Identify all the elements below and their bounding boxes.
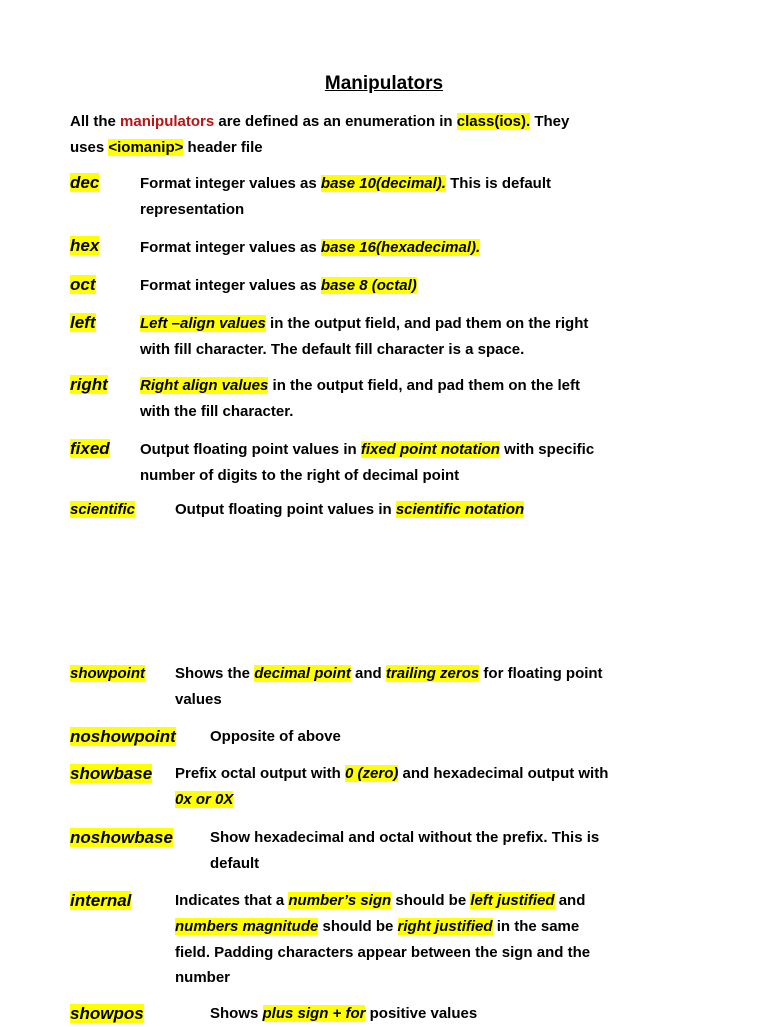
highlight: numbers magnitude bbox=[175, 918, 319, 935]
desc-showpoint bbox=[175, 661, 603, 687]
desc-internal-line-4: number bbox=[175, 969, 231, 986]
intro-text: uses bbox=[70, 139, 109, 156]
intro-text: are defined as an enumeration in bbox=[214, 113, 457, 130]
desc-internal bbox=[175, 888, 585, 914]
term-label: noshowpoint bbox=[70, 727, 176, 746]
desc-left-line-2: with fill character. The default fill character is a space. bbox=[140, 341, 525, 358]
term-dec bbox=[70, 170, 99, 196]
desc-showbase bbox=[175, 761, 608, 787]
intro-text: All the bbox=[70, 113, 121, 130]
desc-text: Shows bbox=[210, 1005, 263, 1022]
term-label: showpoint bbox=[70, 665, 145, 682]
desc-fixed bbox=[140, 437, 594, 463]
desc-text: and bbox=[554, 892, 586, 909]
desc-scientific bbox=[175, 497, 524, 523]
term-label: fixed bbox=[70, 439, 110, 458]
desc-noshowpoint: Opposite of above bbox=[210, 728, 341, 745]
term-label: right bbox=[70, 375, 108, 394]
highlight: 0x or 0X bbox=[175, 791, 234, 808]
term-label: dec bbox=[70, 173, 100, 192]
desc-showbase-line-2 bbox=[175, 787, 233, 813]
highlight: number’s sign bbox=[288, 892, 392, 909]
term-label: showbase bbox=[70, 764, 153, 783]
term-fixed bbox=[70, 436, 110, 462]
term-noshowpoint bbox=[70, 724, 176, 750]
term-internal bbox=[70, 888, 131, 914]
desc-text: should be bbox=[318, 918, 398, 935]
highlight: base 16(hexadecimal). bbox=[320, 239, 481, 256]
desc-noshowbase: Show hexadecimal and octal without the prefix. This is bbox=[210, 829, 600, 846]
desc-text: Format integer values as bbox=[140, 277, 321, 294]
term-label: noshowbase bbox=[70, 828, 173, 847]
intro-line-1 bbox=[70, 109, 569, 135]
term-hex bbox=[70, 233, 99, 259]
desc-showpoint-line-2: values bbox=[175, 691, 222, 708]
highlight: fixed point notation bbox=[360, 441, 500, 458]
intro-text: header file bbox=[183, 139, 263, 156]
desc-text: Prefix octal output with bbox=[175, 765, 346, 782]
highlight: left justified bbox=[470, 892, 555, 909]
desc-text: in the output field, and pad them on the left bbox=[268, 377, 581, 394]
intro-text: They bbox=[530, 113, 570, 130]
term-showpoint bbox=[70, 661, 145, 687]
highlight: Left –align values bbox=[140, 315, 266, 332]
desc-oct bbox=[140, 273, 417, 299]
desc-text: Format integer values as bbox=[140, 239, 321, 256]
desc-text: and hexadecimal output with bbox=[398, 765, 609, 782]
highlight: base 8 (octal) bbox=[320, 277, 417, 294]
desc-showpos bbox=[210, 1001, 477, 1027]
term-label: hex bbox=[70, 236, 100, 255]
term-left bbox=[70, 310, 96, 336]
desc-noshowbase-line-2: default bbox=[210, 855, 260, 872]
term-label: internal bbox=[70, 891, 132, 910]
highlight: right justified bbox=[397, 918, 493, 935]
desc-text: Format integer values as bbox=[140, 175, 321, 192]
desc-text: with specific bbox=[499, 441, 595, 458]
desc-right-line-2: with the fill character. bbox=[140, 403, 294, 420]
highlight: scientific notation bbox=[395, 501, 525, 518]
highlight: 0 (zero) bbox=[345, 765, 399, 782]
highlight: Right align values bbox=[140, 377, 269, 394]
desc-text: and bbox=[350, 665, 386, 682]
desc-right bbox=[140, 373, 580, 399]
term-label: showpos bbox=[70, 1004, 144, 1023]
intro-keyword: manipulators bbox=[120, 113, 215, 130]
term-showpos bbox=[70, 1001, 144, 1027]
term-right bbox=[70, 372, 108, 398]
desc-text: for floating point bbox=[479, 665, 603, 682]
term-oct bbox=[70, 272, 96, 298]
desc-text: Indicates that a bbox=[175, 892, 289, 909]
desc-text: Output floating point values in bbox=[140, 441, 361, 458]
desc-text: Shows the bbox=[175, 665, 255, 682]
desc-hex bbox=[140, 235, 480, 261]
desc-fixed-line-2: number of digits to the right of decimal point bbox=[140, 467, 460, 484]
term-scientific bbox=[70, 497, 135, 523]
desc-text: should be bbox=[391, 892, 471, 909]
highlight: decimal point bbox=[254, 665, 351, 682]
desc-internal-line-3: field. Padding characters appear between the sign and the bbox=[175, 944, 591, 961]
highlight: base 10(decimal). bbox=[320, 175, 446, 192]
desc-text: Output floating point values in bbox=[175, 501, 396, 518]
desc-text: in the same bbox=[492, 918, 580, 935]
desc-left bbox=[140, 311, 588, 337]
desc-text: in the output field, and pad them on the right bbox=[265, 315, 589, 332]
term-label: scientific bbox=[70, 501, 136, 518]
desc-dec-line-2: representation bbox=[140, 201, 245, 218]
term-noshowbase bbox=[70, 825, 173, 851]
intro-line-2 bbox=[70, 135, 263, 161]
term-label: left bbox=[70, 313, 96, 332]
term-label: oct bbox=[70, 275, 96, 294]
highlight: class(ios). bbox=[456, 113, 531, 130]
highlight: trailing zeros bbox=[385, 665, 480, 682]
highlight: <iomanip> bbox=[108, 139, 184, 156]
desc-internal-line-2 bbox=[175, 914, 579, 940]
desc-text: This is default bbox=[445, 175, 551, 192]
term-showbase bbox=[70, 761, 152, 787]
highlight: plus sign + for bbox=[262, 1005, 366, 1022]
desc-dec bbox=[140, 171, 551, 197]
desc-text: positive values bbox=[365, 1005, 478, 1022]
page-title: Manipulators bbox=[324, 73, 444, 94]
